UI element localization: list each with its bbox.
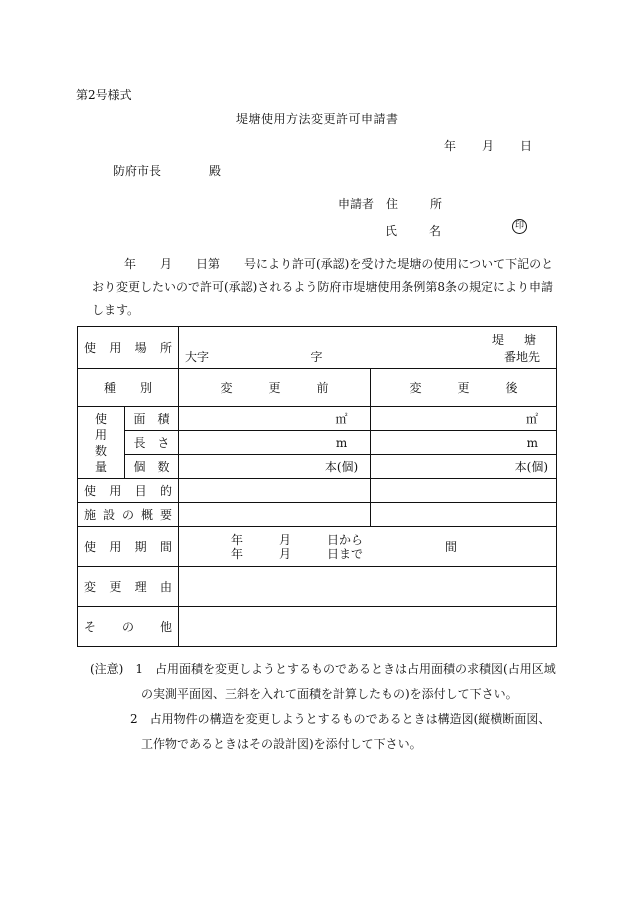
location-label-cell [78, 327, 179, 369]
page-title: 堤塘使用方法変更許可申請書 [236, 112, 399, 126]
row-period [78, 527, 557, 567]
before-header: 変 更 前 [179, 369, 371, 407]
applicant-label: 申請者 [338, 197, 375, 211]
length-label: 長 さ [125, 431, 179, 455]
banchi-label: 番地先 [504, 349, 541, 364]
area-unit-after: ㎡ [526, 412, 539, 426]
notes-section [90, 657, 560, 757]
period-to: 年 月 日まで [231, 546, 364, 561]
date-line [444, 137, 532, 154]
row-reason [78, 567, 557, 607]
area-label: 面 積 [125, 407, 179, 431]
note-1-text-1: 占用面積を変更しようとするものであるときは占用面積の求積図(占用区域 [155, 662, 556, 676]
area-before-cell[interactable] [179, 407, 371, 431]
note-2-number: 2 [130, 712, 138, 726]
addressee-honorific: 殿 [209, 164, 222, 178]
date-month: 月 [482, 139, 495, 153]
facility-after-cell[interactable] [371, 503, 557, 527]
seal-mark: 印 [512, 219, 527, 234]
purpose-label-cell [78, 479, 179, 503]
address-label: 住 所 [386, 197, 453, 211]
row-area [78, 407, 557, 431]
purpose-label: 使 用 目 的 [84, 484, 173, 498]
row-other [78, 607, 557, 647]
area-after-cell[interactable] [371, 407, 557, 431]
body-line-2: おり変更したいので許可(承認)されるよう防府市堤塘使用条例第8条の規定により申請 [92, 280, 554, 294]
row-count [78, 455, 557, 479]
note-1-number: 1 [135, 662, 144, 676]
note-1-line-2: の実測平面図、三斜を入れて面積を計算したもの)を添付して下さい。 [141, 687, 518, 701]
after-header: 変 更 後 [371, 369, 557, 407]
area-unit-before: ㎡ [335, 412, 348, 426]
body-line-1: 年 月 日第 号により許可(承認)を受けた堤塘の使用について下記のと [124, 257, 554, 271]
date-year: 年 [444, 139, 457, 153]
period-value-cell[interactable] [179, 527, 557, 567]
count-after-cell[interactable] [371, 455, 557, 479]
length-before-cell[interactable] [179, 431, 371, 455]
other-label: そ の 他 [84, 620, 173, 634]
teito-label: 堤 塘 [492, 332, 541, 347]
reason-label: 変 更 理 由 [84, 580, 173, 594]
row-type-header [78, 369, 557, 407]
period-label-cell [78, 527, 179, 567]
note-1-line-1 [90, 657, 560, 682]
body-line-3: します。 [92, 303, 140, 317]
date-day: 日 [520, 139, 533, 153]
row-purpose [78, 479, 557, 503]
count-label: 個 数 [125, 455, 179, 479]
period-label: 使 用 期 間 [84, 540, 173, 554]
length-after-cell[interactable] [371, 431, 557, 455]
notes-label: (注意) [90, 662, 124, 676]
location-label: 使 用 場 所 [84, 341, 173, 355]
facility-label-cell [78, 503, 179, 527]
purpose-after-cell[interactable] [371, 479, 557, 503]
facility-label: 施設の概要 [84, 508, 173, 522]
application-table [77, 326, 557, 647]
note-2-line-2: 工作物であるときはその設計図)を添付して下さい。 [141, 737, 422, 751]
request-body [92, 253, 562, 322]
period-between: 間 [445, 540, 458, 554]
oaza-label: 大字 [185, 349, 210, 364]
applicant-address-line [338, 195, 452, 212]
note-2-text-1: 占用物件の構造を変更しようとするものであるときは構造図(縦横断面図、 [149, 712, 551, 726]
quantity-label: 使 用 数 量 [94, 411, 120, 474]
other-value-cell[interactable] [179, 607, 557, 647]
quantity-label-cell [78, 407, 125, 479]
reason-label-cell [78, 567, 179, 607]
count-before-cell[interactable] [179, 455, 371, 479]
form-number: 第2号様式 [76, 88, 132, 102]
count-unit-after: 本(個) [514, 460, 549, 474]
addressee [113, 162, 221, 179]
applicant-name-label: 氏 名 [385, 224, 452, 238]
row-length [78, 431, 557, 455]
location-value-cell[interactable] [179, 327, 557, 369]
length-unit-after: m [526, 435, 539, 450]
count-unit-before: 本(個) [324, 460, 359, 474]
row-facility [78, 503, 557, 527]
addressee-name: 防府市長 [113, 164, 162, 178]
facility-before-cell[interactable] [179, 503, 371, 527]
type-label: 種 別 [78, 369, 179, 407]
purpose-before-cell[interactable] [179, 479, 371, 503]
aza-label: 字 [310, 349, 323, 364]
note-2-line-1 [90, 707, 560, 732]
row-location [78, 327, 557, 369]
period-from: 年 月 日から [231, 532, 364, 547]
reason-value-cell[interactable] [179, 567, 557, 607]
other-label-cell [78, 607, 179, 647]
length-unit-before: m [335, 435, 348, 450]
